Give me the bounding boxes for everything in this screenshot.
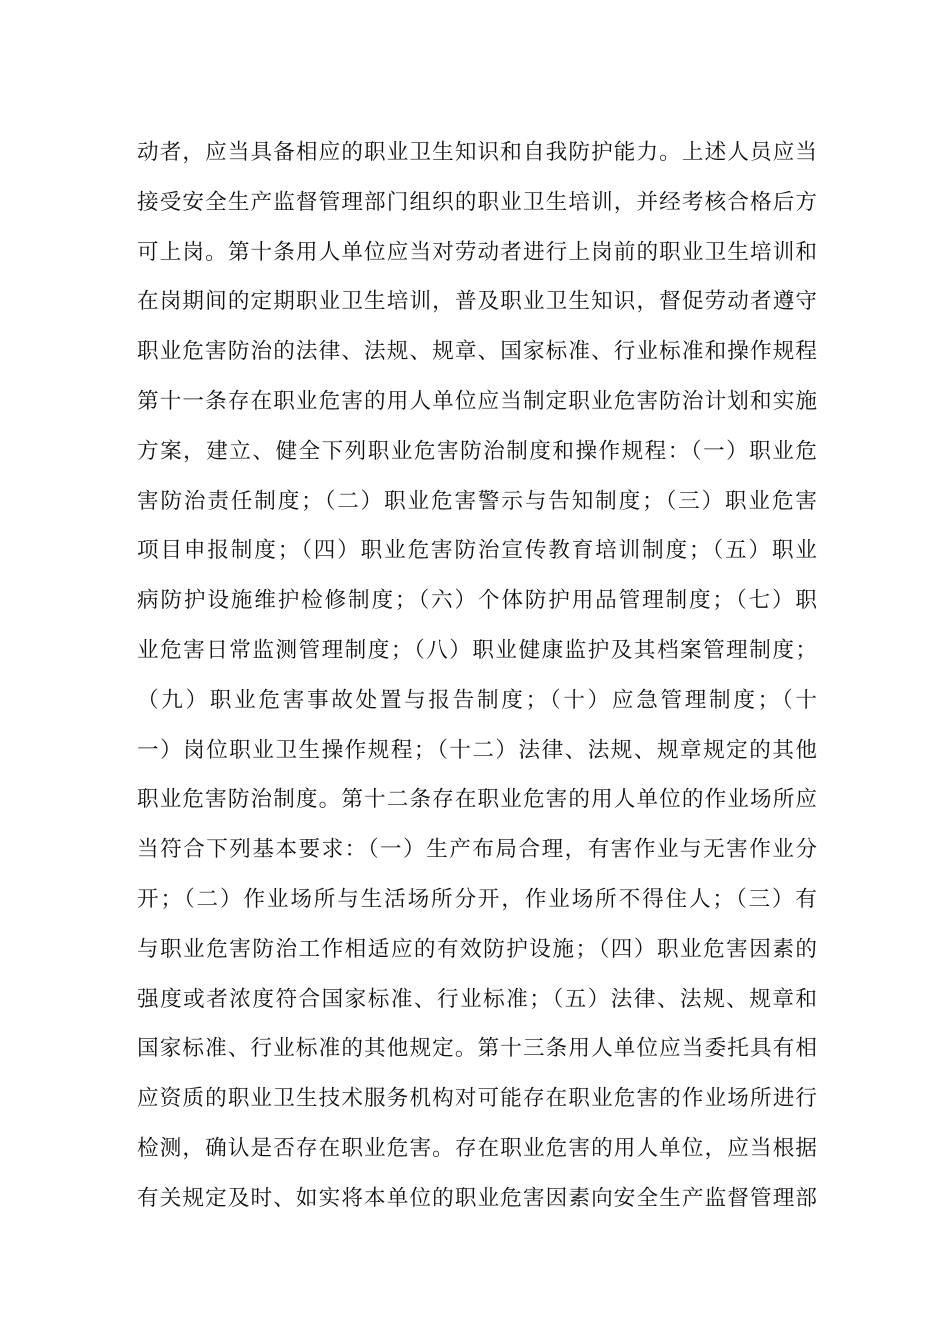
- text-line-17: 与职业危害防治工作相适应的有效防护设施；（四）职业危害因素的: [137, 936, 817, 962]
- text-line-12: （九）职业危害事故处置与报告制度；（十）应急管理制度；（十: [137, 687, 817, 713]
- text-line-7: 方案，建立、健全下列职业危害防治制度和操作规程：（一）职业危: [137, 438, 817, 464]
- text-line-21: 检测，确认是否存在职业危害。存在职业危害的用人单位，应当根据: [137, 1135, 817, 1161]
- text-line-15: 当符合下列基本要求：（一）生产布局合理，有害作业与无害作业分: [137, 837, 817, 863]
- text-line-11: 业危害日常监测管理制度；（八）职业健康监护及其档案管理制度；: [137, 637, 817, 663]
- text-line-18: 强度或者浓度符合国家标准、行业标准；（五）法律、法规、规章和: [137, 986, 817, 1012]
- body-text: [137, 128, 817, 1224]
- text-line-10: 病防护设施维护检修制度；（六）个体防护用品管理制度；（七）职: [137, 588, 817, 614]
- text-line-22: 有关规定及时、如实将本单位的职业危害因素向安全生产监督管理部: [137, 1185, 817, 1211]
- text-line-8: 害防治责任制度；（二）职业危害警示与告知制度；（三）职业危害: [137, 488, 817, 514]
- text-line-20: 应资质的职业卫生技术服务机构对可能存在职业危害的作业场所进行: [137, 1086, 817, 1112]
- text-line-3: 可上岗。第十条用人单位应当对劳动者进行上岗前的职业卫生培训和: [137, 239, 817, 265]
- text-line-19: 国家标准、行业标准的其他规定。第十三条用人单位应当委托具有相: [137, 1036, 817, 1062]
- text-line-1: 动者，应当具备相应的职业卫生知识和自我防护能力。上述人员应当: [137, 140, 817, 165]
- text-line-5: 职业危害防治的法律、法规、规章、国家标准、行业标准和操作规程: [137, 339, 817, 365]
- text-line-9: 项目申报制度；（四）职业危害防治宣传教育培训制度；（五）职业: [137, 538, 817, 564]
- text-line-4: 在岗期间的定期职业卫生培训，普及职业卫生知识，督促劳动者遵守: [137, 289, 817, 315]
- text-line-6: 第十一条存在职业危害的用人单位应当制定职业危害防治计划和实施: [137, 388, 817, 414]
- text-line-2: 接受安全生产监督管理部门组织的职业卫生培训，并经考核合格后方: [137, 189, 817, 215]
- text-line-14: 职业危害防治制度。第十二条存在职业危害的用人单位的作业场所应: [137, 787, 817, 813]
- text-line-13: 一）岗位职业卫生操作规程；（十二）法律、法规、规章规定的其他: [137, 737, 817, 763]
- text-line-16: 开；（二）作业场所与生活场所分开，作业场所不得住人；（三）有: [137, 886, 817, 912]
